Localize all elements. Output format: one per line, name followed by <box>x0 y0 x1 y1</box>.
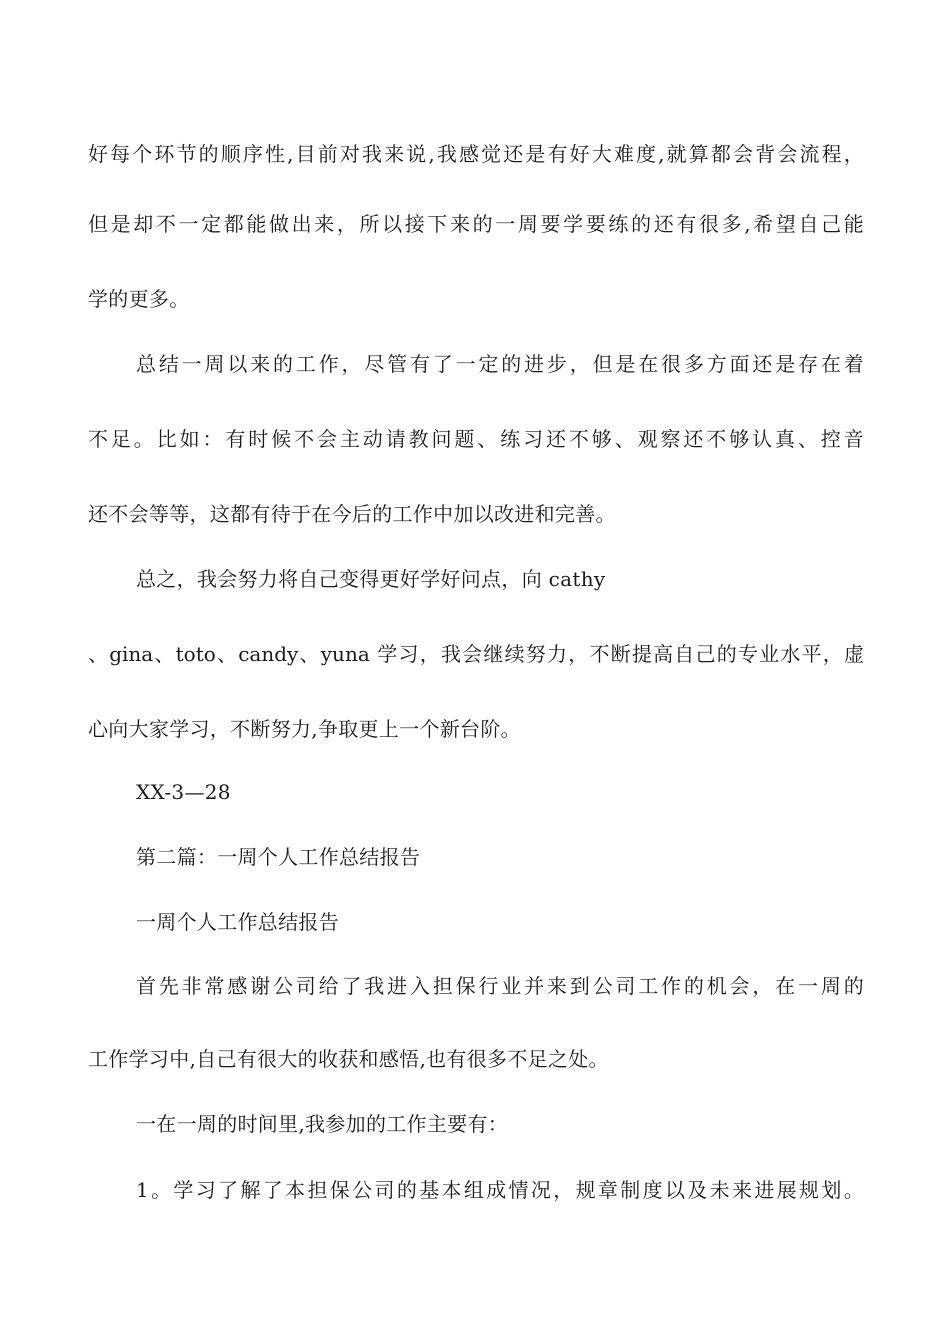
paragraph-line-4: 总结一周以来的工作，尽管有了一定的进步，但是在很多方面还是存在着 <box>136 352 864 376</box>
date-line: XX-3—28 <box>136 780 231 804</box>
paragraph-line-1: 好每个环节的顺序性,目前对我来说,我感觉还是有好大难度,就算都会背会流程， <box>88 142 864 166</box>
paragraph-line-3: 学的更多。 <box>88 287 190 311</box>
paragraph-line-2: 但是却不一定都能做出来，所以接下来的一周要学要练的还有很多,希望自己能 <box>88 212 864 236</box>
paragraph-line-15: 一在一周的时间里,我参加的工作主要有： <box>136 1112 509 1136</box>
list-item-1: 1。学习了解了本担保公司的基本组成情况，规章制度以及未来进展规划。 <box>136 1178 864 1202</box>
paragraph-line-5: 不足。比如：有时候不会主动请教问题、练习还不够、观察还不够认真、控音 <box>88 427 864 451</box>
paragraph-line-13: 首先非常感谢公司给了我进入担保行业并来到公司工作的机会，在一周的 <box>136 974 864 998</box>
paragraph-line-14: 工作学习中,自己有很大的收获和感悟,也有很多不足之处。 <box>88 1047 609 1071</box>
paragraph-line-7: 总之，我会努力将自己变得更好学好问点，向 cathy <box>136 567 606 591</box>
paragraph-line-6: 还不会等等，这都有待于在今后的工作中加以改进和完善。 <box>88 502 616 526</box>
paragraph-line-8: 、gina、toto、candy、yuna 学习，我会继续努力，不断提高自己的专业水平，虚 <box>88 642 864 666</box>
paragraph-line-9: 心向大家学习，不断努力,争取更上一个新台阶。 <box>88 717 521 741</box>
section-heading: 第二篇：一周个人工作总结报告 <box>136 845 421 869</box>
report-title: 一周个人工作总结报告 <box>136 910 339 934</box>
